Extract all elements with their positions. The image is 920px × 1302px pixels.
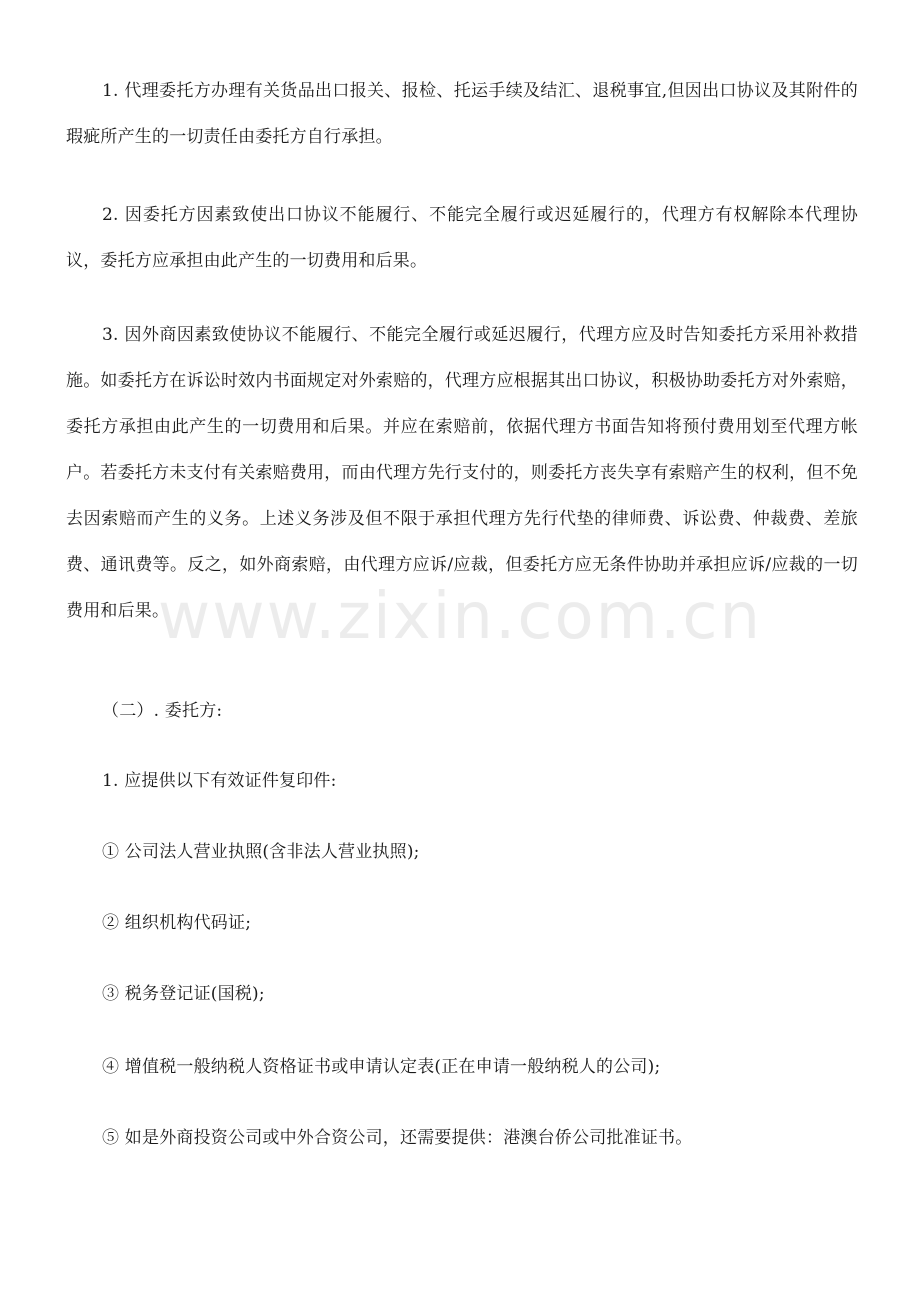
clause-3-paragraph: 3. 因外商因素致使协议不能履行、不能完全履行或延迟履行，代理方应及时告知委托方采用补救措施。如委托方在诉讼时效内书面规定对外索赔的，代理方应根据其出口协议，积极协助委托方对外索赔，委托方承担由此产生的一切费用和后果。并应在索赔前，依据代理方书面告知将预付费用划至代理方帐户。若委托方未支付有关索赔费用，而由代理方先行支付的，则委托方丧失享有索赔产生的权利，但不免去因索赔而产生的义务。上述义务涉及但不限于承担代理方先行代垫的律师费、诉讼费、仲裁费、差旅费、通讯费等。反之，如外商索赔，由代理方应诉/应裁，但委托方应无条件协助并承担应诉/应裁的一切费用和后果。 [66, 325, 858, 621]
list-item: ④ 增值税一般纳税人资格证书或申请认定表(正在申请一般纳税人的公司); [102, 1057, 661, 1077]
sub-item-heading: 1. 应提供以下有效证件复印件: [102, 771, 337, 791]
section-heading: （二）. 委托方: [102, 701, 223, 721]
list-item: ③ 税务登记证(国税); [102, 984, 265, 1004]
clause-2-paragraph: 2. 因委托方因素致使出口协议不能履行、不能完全履行或迟延履行的，代理方有权解除本代理协议，委托方应承担由此产生的一切费用和后果。 [66, 205, 858, 271]
list-item: ② 组织机构代码证; [102, 913, 252, 933]
list-item: ① 公司法人营业执照(含非法人营业执照); [102, 842, 420, 862]
list-item: ⑤ 如是外商投资公司或中外合资公司，还需要提供：港澳台侨公司批准证书。 [102, 1128, 693, 1148]
clause-1-paragraph: 1. 代理委托方办理有关货品出口报关、报检、托运手续及结汇、退税事宜,但因出口协议及其附件的瑕疵所产生的一切责任由委托方自行承担。 [66, 81, 858, 147]
watermark-text: www.zixin.com.cn [157, 580, 763, 654]
